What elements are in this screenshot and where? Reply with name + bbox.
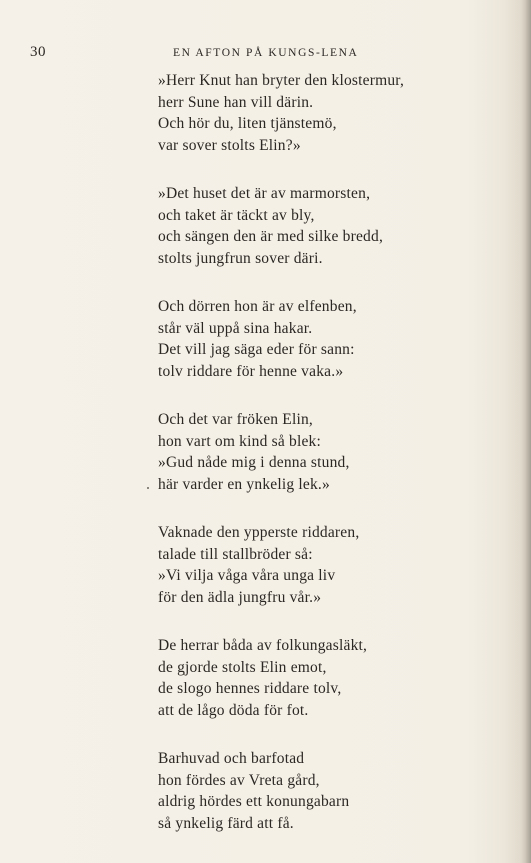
- poem-line: här varder en ynkelig lek.»: [158, 475, 330, 493]
- ink-speck: [147, 487, 149, 489]
- poem-line: tolv riddare för henne vaka.»: [158, 362, 344, 380]
- stanza-7: [158, 748, 488, 834]
- poem-line: hon fördes av Vreta gård,: [158, 771, 320, 789]
- stanza-3: [158, 296, 488, 382]
- running-head: EN AFTON PÅ KUNGS-LENA: [173, 47, 359, 59]
- poem-line: aldrig hördes ett konungabarn: [158, 793, 350, 810]
- poem-line: hon vart om kind så blek:: [158, 432, 321, 450]
- poem-line: Barhuvad och barfotad: [158, 750, 305, 767]
- page-edge-shadow: [521, 0, 531, 863]
- poem-line: Och hör du, liten tjänstemö,: [158, 115, 337, 132]
- poem-line: herr Sune han vill därin.: [158, 93, 314, 111]
- poem-line: talade till stallbröder så:: [158, 545, 313, 563]
- poem-line: står väl uppå sina hakar.: [158, 319, 313, 337]
- stanza-6: [158, 635, 488, 721]
- stanza-5: [158, 522, 488, 608]
- poem-line: Och dörren hon är av elfenben,: [158, 298, 357, 315]
- poem-line: de gjorde stolts Elin emot,: [158, 658, 327, 676]
- poem-line: de slogo hennes riddare tolv,: [158, 680, 342, 697]
- stanza-1: [158, 70, 488, 156]
- poem-line: att de lågo döda för fot.: [158, 701, 309, 719]
- stanza-4: [158, 409, 488, 495]
- poem-line: De herrar båda av folkungasläkt,: [158, 637, 368, 654]
- poem-line: och sängen den är med silke bredd,: [158, 228, 384, 245]
- stanza-2: [158, 183, 488, 269]
- poem-line: Det vill jag säga eder för sann:: [158, 341, 355, 358]
- poem-line: och taket är täckt av bly,: [158, 206, 315, 224]
- poem-line: så ynkelig färd att få.: [158, 814, 294, 832]
- poem-line: stolts jungfrun sover däri.: [158, 249, 323, 267]
- poem-line: »Det huset det är av marmorsten,: [158, 185, 371, 202]
- poem: [158, 70, 488, 834]
- page-number: 30: [30, 44, 46, 60]
- poem-line: för den ädla jungfru vår.»: [158, 588, 322, 606]
- poem-line: »Vi vilja våga våra unga liv: [158, 567, 336, 584]
- poem-line: Vaknade den ypperste riddaren,: [158, 524, 360, 541]
- poem-line: »Herr Knut han bryter den klostermur,: [158, 72, 405, 89]
- poem-line: var sover stolts Elin?»: [158, 136, 301, 154]
- poem-line: Och det var fröken Elin,: [158, 411, 314, 428]
- poem-line: »Gud nåde mig i denna stund,: [158, 454, 350, 471]
